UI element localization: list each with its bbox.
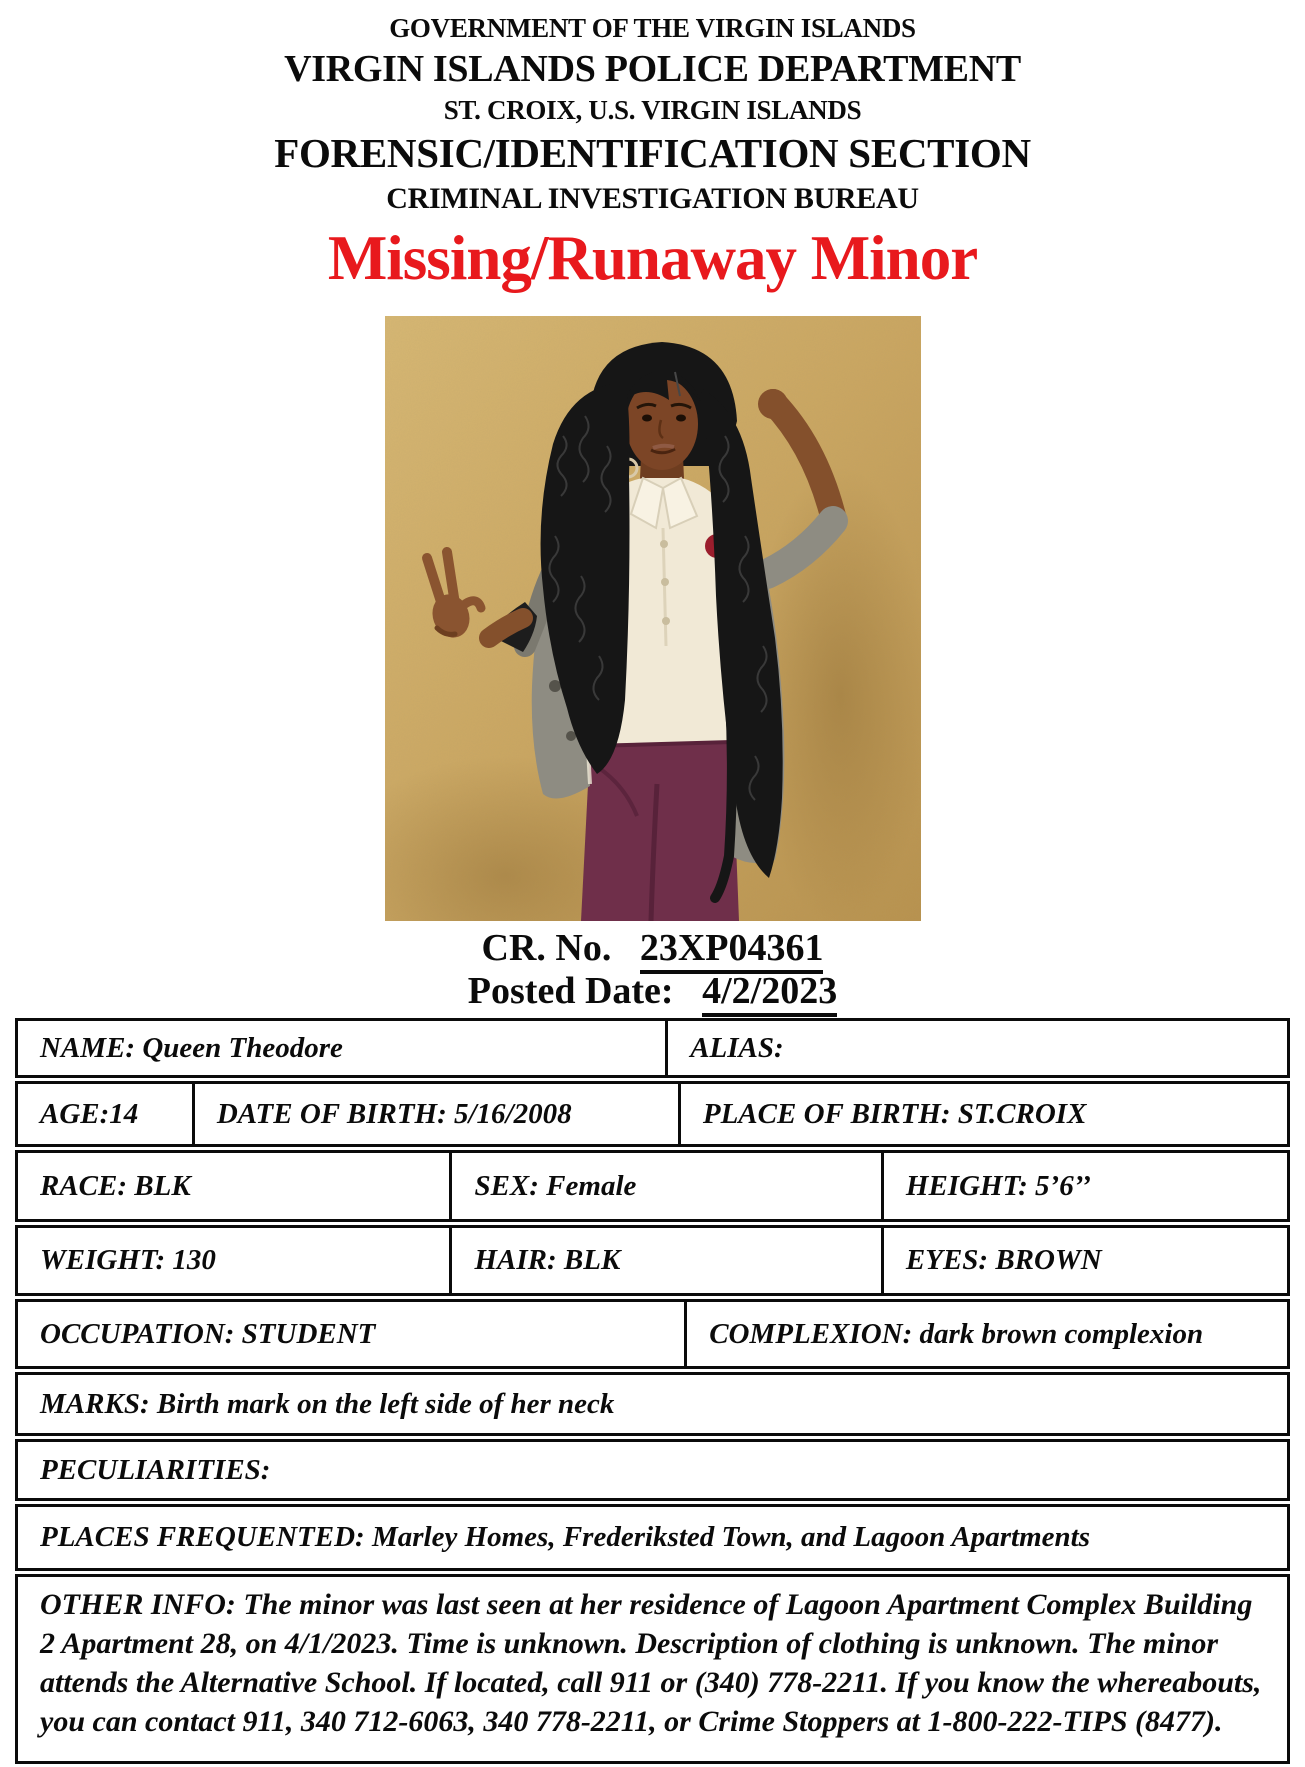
- field-age: AGE:14: [40, 1097, 139, 1130]
- field-weight: WEIGHT: 130: [40, 1244, 216, 1276]
- location-line: ST. CROIX, U.S. VIRGIN ISLANDS: [443, 95, 862, 125]
- table-row: [15, 1018, 1290, 1078]
- field-name: NAME: Queen Theodore: [40, 1031, 343, 1064]
- government-line: GOVERNMENT OF THE VIRGIN ISLANDS: [389, 13, 916, 43]
- missing-minor-photo: [385, 316, 921, 921]
- field-race: RACE: BLK: [40, 1169, 191, 1202]
- posted-date-line: [0, 970, 1305, 1013]
- field-height: HEIGHT: 5’6’’: [881, 1153, 1287, 1219]
- field-hair: HAIR: BLK: [449, 1228, 880, 1293]
- bureau-line: CRIMINAL INVESTIGATION BUREAU: [386, 182, 919, 215]
- letterhead: [0, 10, 1305, 218]
- table-row: [15, 1574, 1290, 1764]
- poster-title: Missing/Runaway Minor: [327, 223, 978, 293]
- posted-date: 4/2/2023: [702, 970, 837, 1017]
- table-row: [15, 1225, 1290, 1296]
- table-row: [15, 1081, 1290, 1147]
- table-row: [15, 1504, 1290, 1571]
- details-table: [15, 1018, 1290, 1764]
- posted-label: Posted Date:: [467, 970, 674, 1012]
- field-complexion: COMPLEXION: dark brown complexion: [684, 1302, 1287, 1366]
- table-row: [15, 1439, 1290, 1501]
- table-row: [15, 1372, 1290, 1436]
- field-place-of-birth: PLACE OF BIRTH: ST.CROIX: [678, 1084, 1287, 1144]
- table-row: [15, 1299, 1290, 1369]
- field-places-frequented: PLACES FREQUENTED: Marley Homes, Frederiksted Town, and Lagoon Apartments: [40, 1521, 1091, 1553]
- cr-label: CR. No.: [481, 927, 612, 969]
- cr-number-line: [0, 927, 1305, 970]
- case-info: [0, 927, 1305, 1013]
- field-occupation: OCCUPATION: STUDENT: [40, 1317, 376, 1350]
- field-sex: SEX: Female: [449, 1153, 880, 1219]
- field-alias: ALIAS:: [665, 1021, 1287, 1075]
- cr-number: 23XP04361: [640, 927, 824, 974]
- table-row: [15, 1150, 1290, 1222]
- section-line: FORENSIC/IDENTIFICATION SECTION: [274, 130, 1031, 176]
- department-line: VIRGIN ISLANDS POLICE DEPARTMENT: [284, 48, 1021, 90]
- photo-illustration: [385, 316, 921, 921]
- field-eyes: EYES: BROWN: [881, 1228, 1287, 1293]
- field-date-of-birth: DATE OF BIRTH: 5/16/2008: [192, 1084, 678, 1144]
- field-peculiarities: PECULIARITIES:: [40, 1453, 271, 1486]
- field-marks: MARKS: Birth mark on the left side of her neck: [40, 1387, 615, 1420]
- field-other-info: OTHER INFO: The minor was last seen at her residence of Lagoon Apartment Complex Building 2 Apartment 28, on 4/1/2023. Time is unknown. Description of clothing is unknown. The minor attends the Alternative School. If located, call 911 or (340) 778-2211. If you know the whereabouts, you can contact 911, 340 712-6063, 340 778-2211, or Crime Stoppers at 1-800-222-TIPS (8477).: [40, 1588, 1262, 1738]
